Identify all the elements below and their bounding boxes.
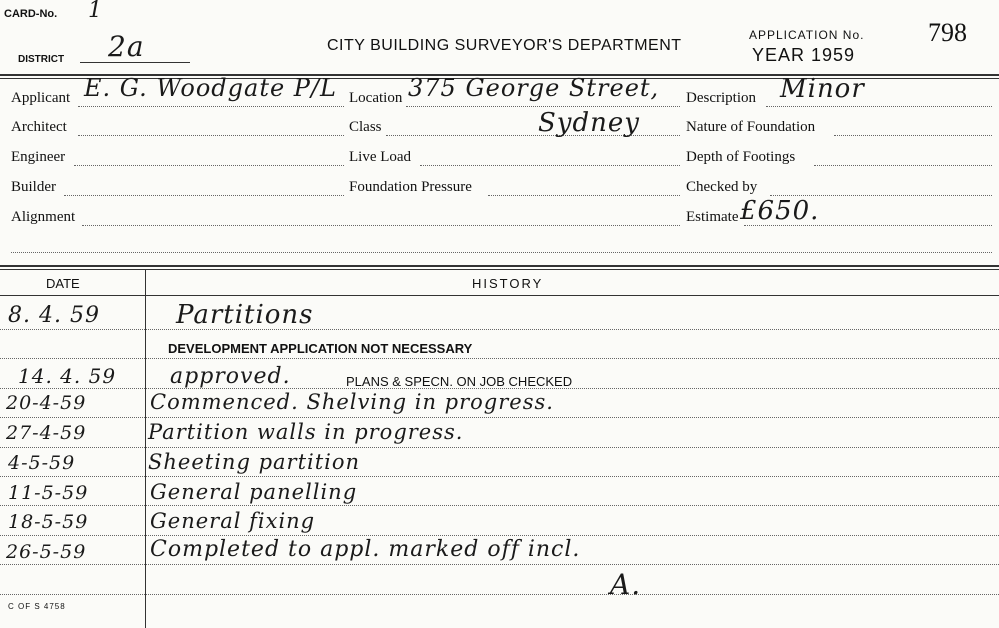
year-label: YEAR 1959	[752, 45, 856, 65]
estimate-label: Estimate	[686, 209, 739, 225]
history-date: 18-5-59	[8, 511, 89, 533]
foundation-pressure-label: Foundation Pressure	[349, 179, 472, 195]
history-stamp: DEVELOPMENT APPLICATION NOT NECESSARY	[168, 341, 473, 356]
location-label: Location	[349, 90, 403, 106]
history-date: 8. 4. 59	[8, 303, 100, 328]
description-value: Minor	[780, 74, 865, 104]
applicant-value: E. G. Woodgate P/L	[84, 74, 337, 102]
history-entry: Partitions	[176, 300, 314, 330]
depth-of-footings-label: Depth of Footings	[686, 149, 796, 165]
initials: A.	[610, 568, 642, 601]
location-value-line1: 375 George Street,	[408, 74, 660, 102]
alignment-label: Alignment	[11, 209, 76, 225]
form-code: C OF S 4758	[8, 602, 66, 611]
district-value: 2a	[108, 30, 145, 63]
class-label: Class	[349, 119, 382, 135]
location-value-line2: Sydney	[538, 108, 640, 138]
history-date: 26-5-59	[6, 541, 87, 563]
architect-label: Architect	[11, 119, 67, 135]
application-no-value: 798	[928, 18, 967, 47]
history-date: 4-5-59	[8, 452, 76, 474]
nature-of-foundation-label: Nature of Foundation	[686, 119, 816, 135]
live-load-label: Live Load	[349, 149, 412, 165]
history-entry: General fixing	[150, 509, 316, 533]
applicant-label: Applicant	[11, 90, 71, 106]
card-no-label: CARD-No.	[4, 8, 58, 20]
history-entry: General panelling	[150, 480, 358, 504]
department-title: CITY BUILDING SURVEYOR'S DEPARTMENT	[327, 37, 682, 54]
checked-by-label: Checked by	[686, 179, 758, 195]
history-column-header: HISTORY	[472, 276, 544, 291]
history-entry: approved.	[170, 364, 291, 389]
history-entry: Completed to appl. marked off incl.	[150, 537, 581, 562]
history-date: 27-4-59	[6, 422, 87, 444]
district-label: DISTRICT	[18, 54, 65, 65]
date-column-header: DATE	[46, 276, 80, 291]
history-date: 11-5-59	[8, 482, 89, 504]
history-date: 20-4-59	[6, 392, 87, 414]
estimate-value: £650.	[740, 196, 820, 226]
card-no-value: 1	[88, 0, 103, 23]
builder-label: Builder	[11, 179, 56, 195]
application-no-label: APPLICATION No.	[749, 28, 865, 42]
history-entry: Partition walls in progress.	[148, 420, 464, 444]
engineer-label: Engineer	[11, 149, 66, 165]
history-entry: Commenced. Shelving in progress.	[150, 390, 554, 414]
history-stamp: PLANS & SPECN. ON JOB CHECKED	[346, 374, 573, 389]
description-label: Description	[686, 90, 756, 106]
history-date: 14. 4. 59	[18, 364, 117, 388]
history-entry: Sheeting partition	[148, 450, 361, 474]
